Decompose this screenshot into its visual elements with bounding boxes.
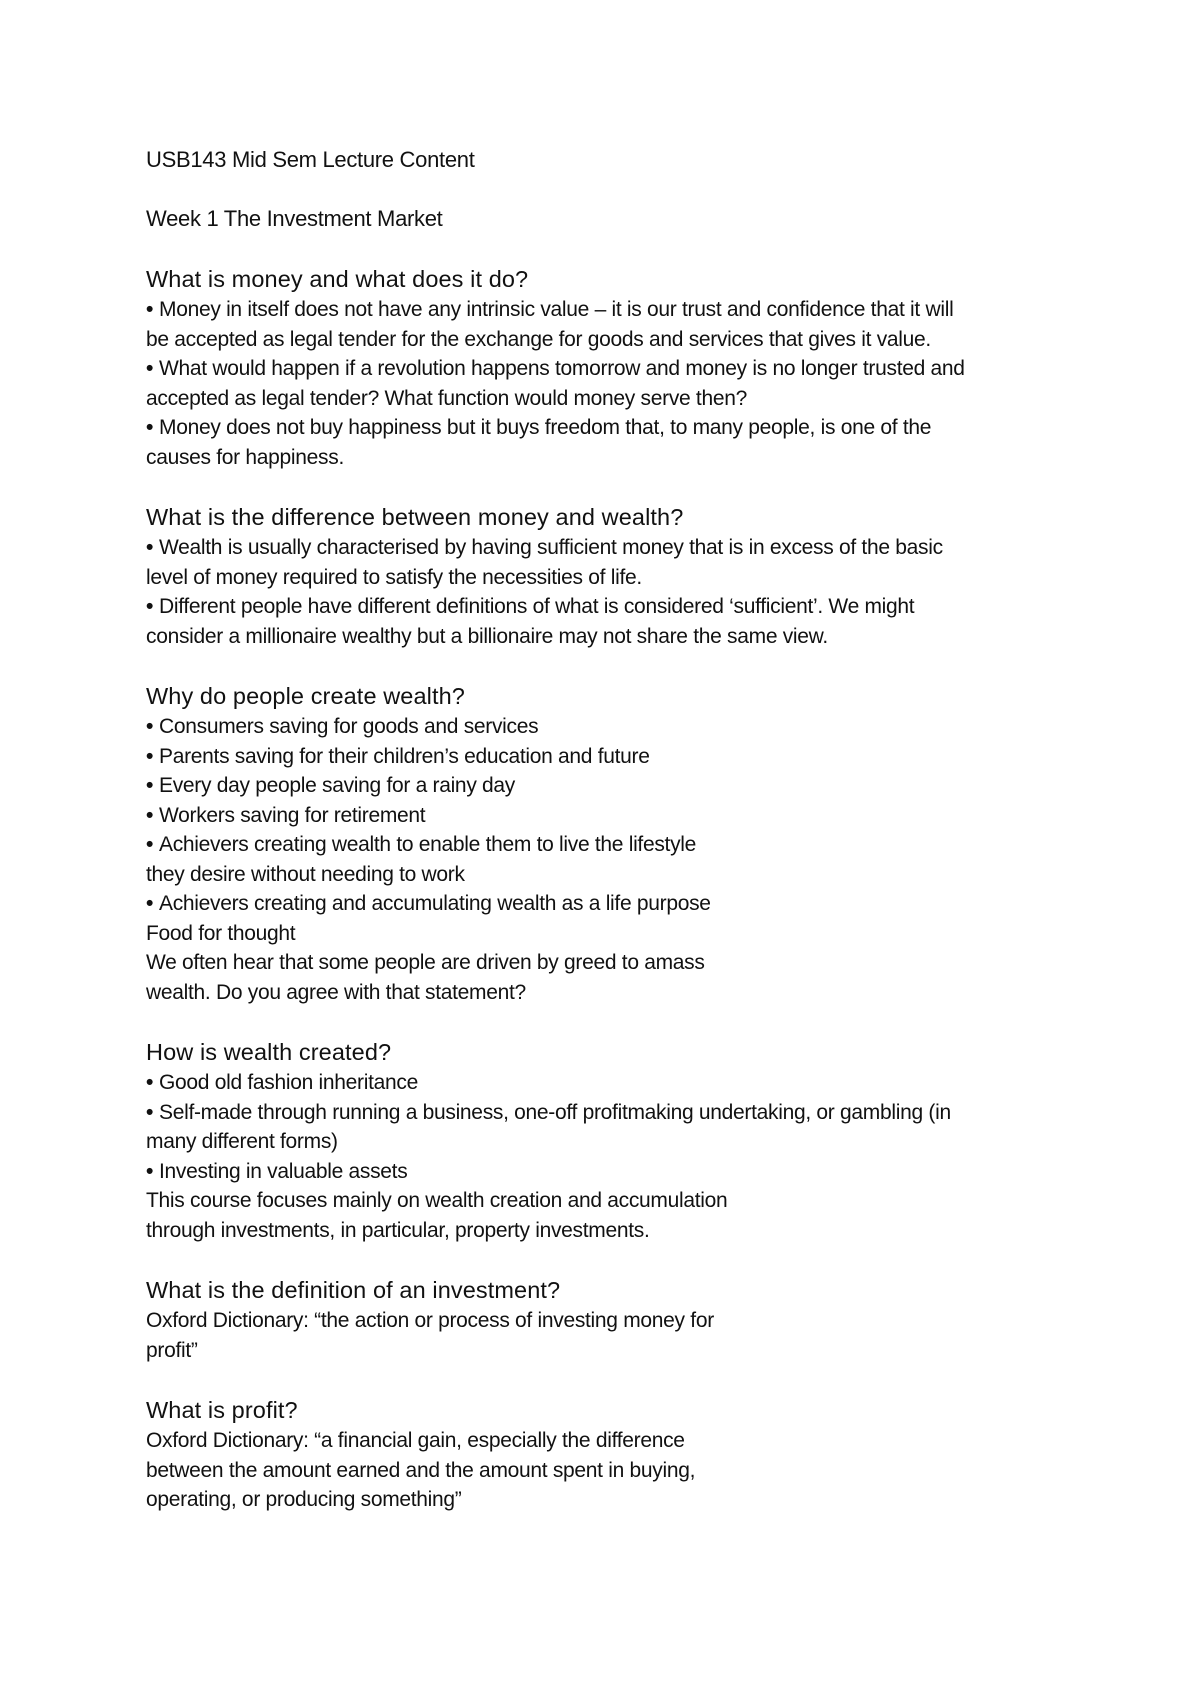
- bullet-line: [146, 742, 1096, 772]
- section-heading-investment-definition: What is the definition of an investment?: [146, 1277, 561, 1303]
- section-heading-how-wealth-created: How is wealth created?: [146, 1039, 392, 1065]
- line-text: Different people have different definitions of what is considered ‘sufficient’. We might: [159, 595, 915, 618]
- spacer: [146, 472, 1096, 501]
- bullet-icon: •: [146, 715, 154, 738]
- line-text: Money in itself does not have any intrinsic value – it is our trust and confidence that it will: [159, 298, 954, 321]
- bullet-icon: •: [146, 833, 154, 856]
- text-line: causes for happiness.: [146, 445, 344, 469]
- line-text: Every day people saving for a rainy day: [159, 774, 516, 797]
- line-text: Money does not buy happiness but it buys freedom that, to many people, is one of the: [159, 416, 932, 439]
- text-line: Oxford Dictionary: “a financial gain, especially the difference: [146, 1429, 685, 1452]
- text-line: many different forms): [146, 1130, 338, 1153]
- text-line: level of money required to satisfy the necessities of life.: [146, 565, 642, 589]
- line-text: Achievers creating wealth to enable them to live the lifestyle: [159, 833, 697, 856]
- spacer: [146, 234, 1096, 263]
- line-text: Workers saving for retirement: [159, 803, 426, 827]
- section-heading-wealth-difference: What is the difference between money and wealth?: [146, 504, 684, 530]
- bullet-line: [146, 1098, 1096, 1128]
- spacer: [146, 1365, 1096, 1394]
- bullet-icon: •: [146, 357, 154, 380]
- bullet-line: [146, 1068, 1096, 1098]
- text-line: We often hear that some people are driven by greed to amass: [146, 951, 705, 974]
- section-heading-money: What is money and what does it do?: [146, 266, 529, 292]
- spacer: [146, 1245, 1096, 1274]
- line-text: Wealth is usually characterised by having sufficient money that is in excess of the basic: [159, 536, 943, 559]
- line-text: What would happen if a revolution happens tomorrow and money is no longer trusted and: [159, 357, 965, 380]
- bullet-line: [146, 889, 1096, 919]
- bullet-icon: •: [146, 892, 154, 915]
- bullet-line: [146, 354, 1096, 384]
- bullet-icon: •: [146, 774, 154, 797]
- bullet-icon: •: [146, 803, 154, 827]
- line-text: Consumers saving for goods and services: [159, 715, 539, 738]
- bullet-line: [146, 295, 1096, 325]
- section-heading-profit: What is profit?: [146, 1397, 298, 1423]
- document-title: USB143 Mid Sem Lecture Content: [146, 147, 475, 172]
- week-title: Week 1 The Investment Market: [146, 206, 443, 231]
- text-line: Food for thought: [146, 921, 296, 945]
- bullet-icon: •: [146, 416, 154, 439]
- text-line: wealth. Do you agree with that statement?: [146, 980, 526, 1004]
- bullet-icon: •: [146, 1100, 154, 1124]
- bullet-line: [146, 592, 1096, 622]
- bullet-line: [146, 533, 1096, 563]
- bullet-icon: •: [146, 744, 154, 768]
- text-line: they desire without needing to work: [146, 862, 465, 886]
- text-line: through investments, in particular, property investments.: [146, 1218, 650, 1242]
- bullet-icon: •: [146, 298, 154, 321]
- bullet-line: [146, 413, 1096, 443]
- text-line: between the amount earned and the amount spent in buying,: [146, 1458, 696, 1482]
- line-text: Parents saving for their children’s education and future: [159, 744, 650, 768]
- document-page: [146, 145, 1096, 1515]
- line-text: Investing in valuable assets: [159, 1159, 408, 1183]
- text-line: Oxford Dictionary: “the action or process of investing money for: [146, 1309, 714, 1332]
- bullet-line: [146, 771, 1096, 801]
- spacer: [146, 1007, 1096, 1036]
- bullet-icon: •: [146, 1071, 154, 1094]
- bullet-line: [146, 712, 1096, 742]
- line-text: Self-made through running a business, one-off profitmaking undertaking, or gambling (in: [159, 1100, 951, 1124]
- spacer: [146, 175, 1096, 204]
- line-text: Achievers creating and accumulating wealth as a life purpose: [159, 892, 711, 915]
- bullet-line: [146, 1157, 1096, 1187]
- text-line: consider a millionaire wealthy but a billionaire may not share the same view.: [146, 624, 828, 648]
- section-heading-why-create-wealth: Why do people create wealth?: [146, 683, 465, 709]
- text-line: This course focuses mainly on wealth creation and accumulation: [146, 1189, 728, 1212]
- bullet-icon: •: [146, 536, 154, 559]
- bullet-icon: •: [146, 1159, 154, 1183]
- text-line: accepted as legal tender? What function would money serve then?: [146, 386, 747, 410]
- spacer: [146, 651, 1096, 680]
- bullet-line: [146, 801, 1096, 831]
- text-line: operating, or producing something”: [146, 1488, 462, 1511]
- bullet-line: [146, 830, 1096, 860]
- text-line: be accepted as legal tender for the exchange for goods and services that gives it value.: [146, 327, 931, 351]
- bullet-icon: •: [146, 595, 154, 618]
- text-line: profit”: [146, 1338, 198, 1362]
- line-text: Good old fashion inheritance: [159, 1071, 418, 1094]
